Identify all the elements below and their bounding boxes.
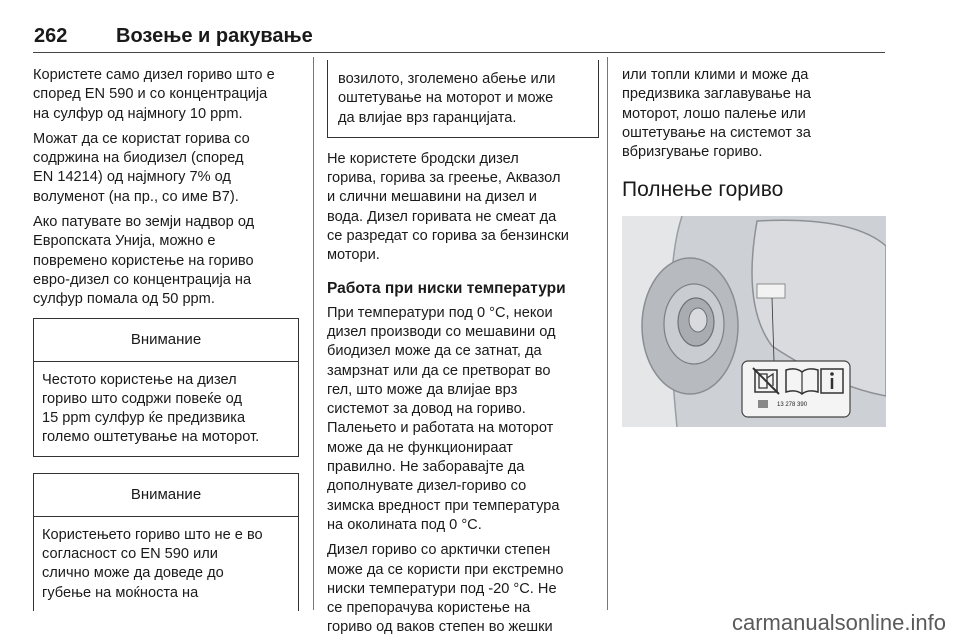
paragraph: Ако патувате во земји надвор од Европската Унија, можно е повремено користење на гориво евро-дизел со концентрација на сулфур помала од 50 ppm. — [33, 214, 255, 308]
column-divider — [313, 57, 314, 610]
section-heading: Полнење гориво — [622, 178, 784, 202]
warning-text: Користењето гориво што не е во согласност со EN 590 или слично може да доведе до губење на моќноста на — [42, 526, 263, 601]
page-number: 262 — [34, 25, 68, 47]
warning-title: Внимание — [34, 319, 298, 362]
column-3 — [622, 66, 890, 427]
warning-box-continued — [327, 60, 599, 138]
fuel-filler-illustration — [622, 216, 886, 427]
chapter-title: Возење и ракување — [116, 25, 313, 47]
watermark: carmanualsonline.info — [731, 610, 946, 635]
paragraph: Не користете бродски дизел горива, горива за греење, Аквазол и слични мешавини на дизел и вода. Дизел горивата не смеат да се разредат со горива за бензински мотори. — [327, 150, 569, 264]
warning-box — [33, 473, 299, 611]
warning-text: Честото користење на дизел гориво што содржи повеќе од 15 ppm сулфур ќе предизвика големо оштетување на моторот. — [42, 371, 260, 446]
paragraph: или топли клими и може да предизвика заглавување на моторот, лошо палење или оштетување на системот за вбризгување гориво. — [622, 67, 812, 161]
column-2 — [327, 60, 599, 638]
warning-title: Внимание — [34, 474, 298, 517]
page-header — [33, 22, 885, 53]
column-divider — [607, 57, 608, 610]
section-heading: Работа при ниски температури — [327, 279, 566, 297]
warning-box — [33, 318, 299, 457]
paragraph: Дизел гориво со арктички степен може да се користи при екстремно ниски температури под -20 °C. Не се препорачува користење на гориво од ваков степен во жешки — [327, 542, 564, 636]
paragraph: При температури под 0 °C, некои дизел производи со мешавини од биодизел може да се затнат, да замрзнат или да се претворат во гел, што може да влијае врз системот за довод на гориво. Палењето и работата на моторот може да не функционираат правилно. Не заборавајте да дополнувате дизел-гориво со зимска вредност при температура на околината под 0 °C. — [327, 304, 560, 533]
paragraph: Можат да се користат горива со содржина на биодизел (според EN 14214) од најмногу 7% од волуменот (на пр., со име B7). — [33, 130, 250, 205]
paragraph: Користете само дизел гориво што е според EN 590 и со концентрација на сулфур од најмногу 10 ppm. — [33, 67, 275, 122]
warning-text: возилото, зголемено абење или оштетување на моторот и може да влијае врз гаранцијата. — [338, 71, 556, 126]
column-1 — [33, 66, 299, 611]
label-code: 13 278 390 — [777, 402, 808, 409]
